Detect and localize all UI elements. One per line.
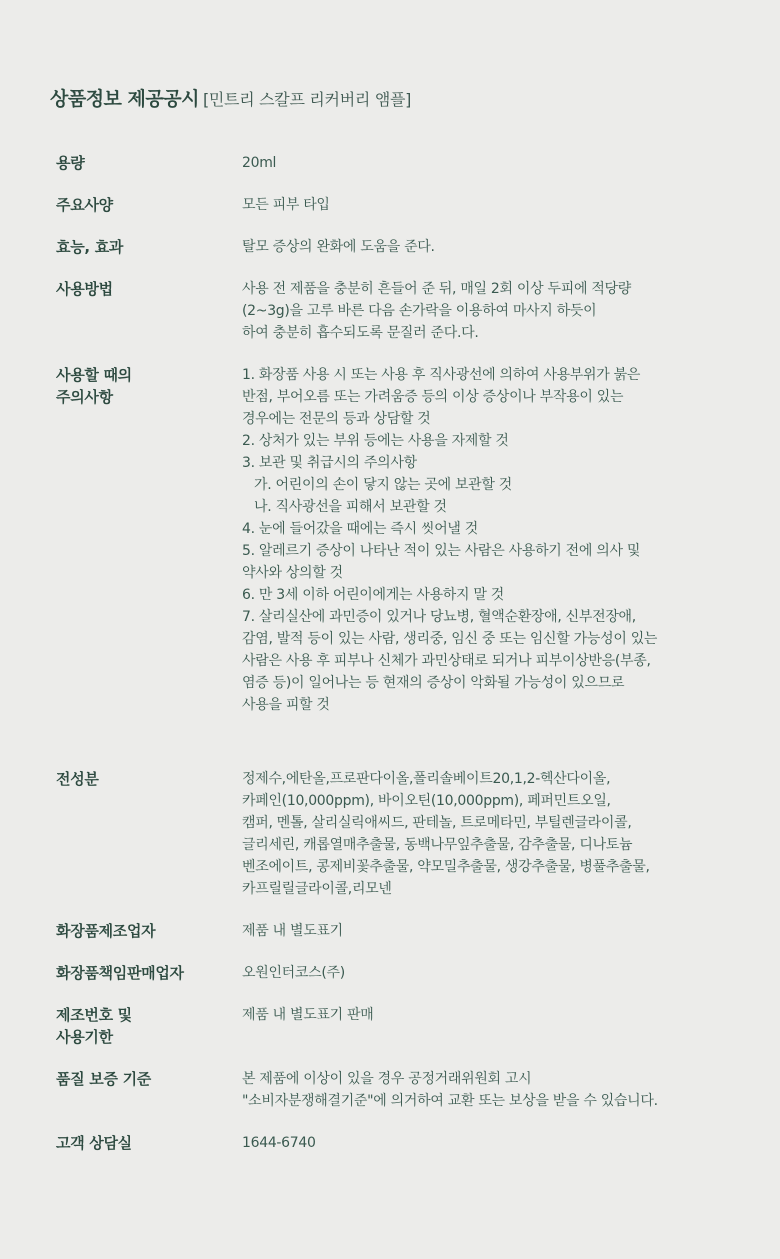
row-label: 전성분: [56, 770, 99, 788]
row-value: [242, 152, 746, 174]
row-value: [242, 364, 746, 716]
value-line: 약사와 상의할 것: [242, 565, 343, 581]
value-line: 가. 어린이의 손이 닿지 않는 곳에 보관할 것: [254, 477, 513, 493]
value-line: 4. 눈에 들어갔을 때에는 즉시 씻어낼 것: [242, 521, 479, 537]
row-label: 사용할 때의 주의사항: [56, 366, 132, 406]
value-line: (2~3g)을 고루 바른 다음 손가락을 이용하여 마사지 하듯이: [242, 303, 597, 319]
value-line: 감염, 발적 등이 있는 사람, 생리중, 임신 중 또는 임신할 가능성이 있는: [242, 631, 658, 647]
info-row-ingredients: [56, 768, 746, 900]
info-row-main-spec: [56, 194, 746, 216]
value-line: 20ml: [242, 155, 277, 171]
row-label: 품질 보증 기준: [56, 1070, 151, 1088]
value-line: 오원인터코스(주): [242, 965, 345, 981]
row-value: [242, 920, 746, 942]
row-label: 효능, 효과: [56, 238, 124, 256]
value-line: 글리세린, 캐롭열매추출물, 동백나무잎추출물, 감추출물, 디나토늄: [242, 837, 633, 853]
row-value: [242, 1068, 746, 1112]
value-line: 하여 충분히 흡수되도록 문질러 준다.다.: [242, 325, 479, 341]
value-line: 모든 피부 타입: [242, 197, 330, 213]
value-line: 7. 살리실산에 과민증이 있거나 당뇨병, 혈액순환장애, 신부전장애,: [242, 609, 636, 625]
row-label: 화장품제조업자: [56, 922, 156, 940]
value-line: 2. 상처가 있는 부위 등에는 사용을 자제할 것: [242, 433, 509, 449]
value-line: 6. 만 3세 이하 어린이에게는 사용하지 말 것: [242, 587, 504, 603]
row-value: [242, 278, 746, 344]
row-value: [242, 1132, 746, 1154]
value-line: 제품 내 별도표기: [242, 923, 343, 939]
value-line: 사용을 피할 것: [242, 697, 330, 713]
title-main: 상품정보 제공공시: [50, 88, 199, 110]
info-row-manufacturer: [56, 920, 746, 942]
value-line: 정제수,에탄올,프로판다이올,폴리솔베이트20,1,2-헥산다이올,: [242, 771, 611, 787]
row-value: [242, 768, 746, 900]
value-line: 1. 화장품 사용 시 또는 사용 후 직사광선에 의하여 사용부위가 붉은: [242, 367, 641, 383]
row-label: 주요사양: [56, 196, 113, 214]
info-row-quality-guarantee: [56, 1068, 746, 1112]
row-value: [242, 236, 746, 258]
value-line: 카프릴릴글라이콜,리모넨: [242, 881, 392, 897]
row-value: [242, 1004, 746, 1048]
value-line: 탈모 증상의 완화에 도움을 준다.: [242, 239, 435, 255]
value-line: 캠퍼, 멘톨, 살리실릭애씨드, 판테놀, 트로메타민, 부틸렌글라이콜,: [242, 815, 632, 831]
value-line: 염증 등)이 일어나는 등 현재의 증상이 악화될 가능성이 있으므로: [242, 675, 625, 691]
row-value: [242, 194, 746, 216]
info-row-responsible-seller: [56, 962, 746, 984]
row-label: 사용방법: [56, 280, 113, 298]
value-line: 반점, 부어오름 또는 가려움증 등의 이상 증상이나 부작용이 있는: [242, 389, 624, 405]
info-row-efficacy: [56, 236, 746, 258]
value-line: 나. 직사광선을 피해서 보관할 것: [254, 499, 447, 515]
value-line: 경우에는 전문의 등과 상담할 것: [242, 411, 431, 427]
row-label: 고객 상담실: [56, 1134, 132, 1152]
value-line: 5. 알레르기 증상이 나타난 적이 있는 사람은 사용하기 전에 의사 및: [242, 543, 641, 559]
value-line: "소비자분쟁해결기준"에 의거하여 교환 또는 보상을 받을 수 있습니다.: [242, 1093, 658, 1109]
value-line: 제품 내 별도표기 판매: [242, 1007, 374, 1023]
customer-center-phone: 1644-6740: [242, 1135, 316, 1151]
value-line: 사용 전 제품을 충분히 흔들어 준 뒤, 매일 2회 이상 두피에 적당량: [242, 281, 632, 297]
info-row-precautions: [56, 364, 746, 716]
info-row-customer-center: [56, 1132, 746, 1154]
info-row-usage: [56, 278, 746, 344]
value-line: 벤조에이트, 콩제비꽃추출물, 약모밀추출물, 생강추출물, 병풀추출물,: [242, 859, 650, 875]
row-label: 용량: [56, 154, 85, 172]
page-title: [50, 86, 411, 113]
row-value: [242, 962, 746, 984]
row-label: 화장품책임판매업자: [56, 964, 184, 982]
row-label: 제조번호 및 사용기한: [56, 1006, 132, 1046]
value-line: 사람은 사용 후 피부나 신체가 과민상태로 되거나 피부이상반응(부종,: [242, 653, 651, 669]
value-line: 카페인(10,000ppm), 바이오틴(10,000ppm), 페퍼민트오일,: [242, 793, 611, 809]
info-row-lot-expiry: [56, 1004, 746, 1048]
info-row-volume: [56, 152, 746, 174]
product-info-table: [56, 152, 746, 1174]
value-line: 3. 보관 및 취급시의 주의사항: [242, 455, 417, 471]
value-line: 본 제품에 이상이 있을 경우 공정거래위원회 고시: [242, 1071, 532, 1087]
title-product-name: [민트리 스칼프 리커버리 앰플]: [202, 90, 412, 109]
